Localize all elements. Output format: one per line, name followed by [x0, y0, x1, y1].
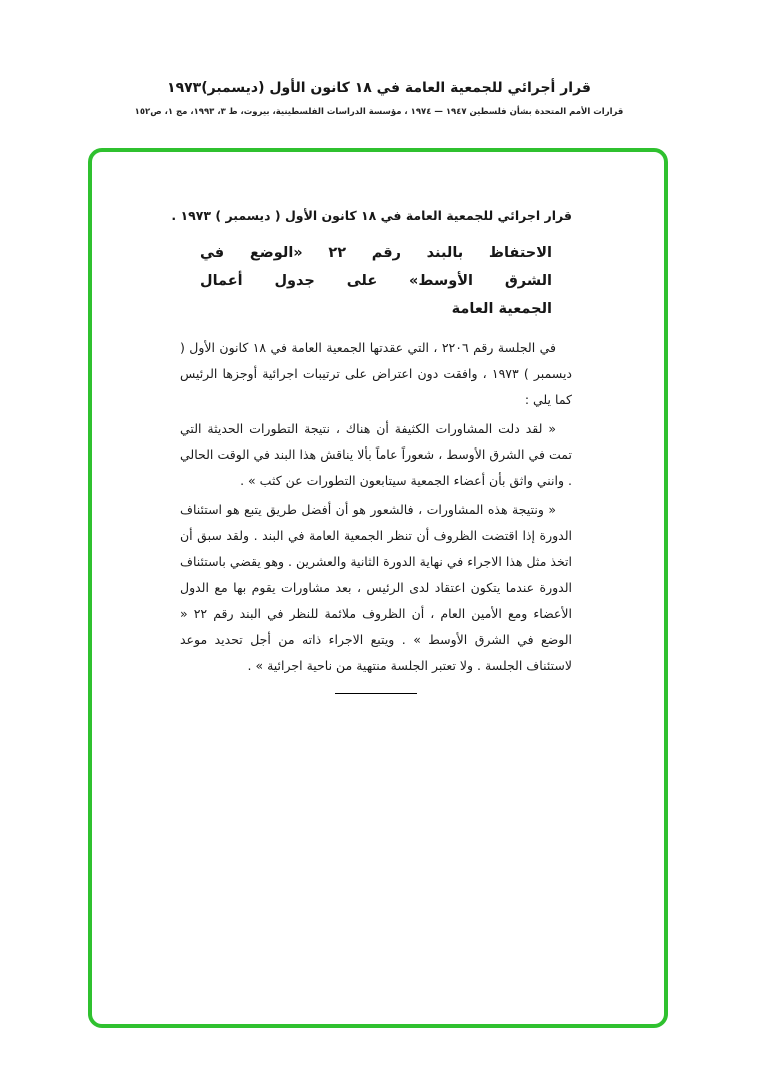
source-citation: قرارات الأمم المتحدة بشأن فلسطين ١٩٤٧ — ١٩٧٤ ، مؤسسة الدراسات الفلسطينية، بيروت، ط ٣، ١٩٩٣، مج ١، ص١٥٢ [134, 107, 624, 117]
document-body [171, 208, 572, 694]
footnote-divider [335, 693, 417, 694]
document-frame [88, 148, 668, 1028]
paragraph-resumption-procedure: « ونتيجة هذه المشاورات ، فالشعور هو أن أفضل طريق يتبع هو استئناف الدورة إذا اقتضت الظروف أن تنظر الجمعية العامة في البند . ولقد سبق أن اتخذ مثل هذا الاجراء في نهاية الدورة الثانية والعشرين . وهو يقضي باستئناف الدورة عندما يتكون اعتقاد لدى الرئيس ، بعد مشاورات يقوم بها مع الدول الأعضاء ومع الأمين العام ، أن الظروف ملائمة للنظر في البند رقم ٢٢ « الوضع في الشرق الأوسط » . ويتبع الاجراء ذاته من أجل تحديد موعد لاستئناف الجلسة . ولا تعتبر الجلسة منتهية من ناحية اجرائية » . [180, 502, 572, 673]
heading-line: الشرق الأوسط» على جدول أعمال [200, 273, 552, 289]
resolution-title: قرار اجرائي للجمعية العامة في ١٨ كانون الأول ( ديسمبر ) ١٩٧٣ . [171, 208, 572, 223]
resolution-heading [200, 239, 552, 323]
heading-line: الجمعية العامة [451, 301, 552, 317]
paragraph-session-intro: في الجلسة رقم ٢٢٠٦ ، التي عقدتها الجمعية العامة في ١٨ كانون الأول ( ديسمبر ) ١٩٧٣ ، وافقت دون اعتراض على ترتيبات اجرائية أوجزها الرئيس كما يلي : [180, 340, 572, 407]
page-title: قرار أجرائي للجمعية العامة في ١٨ كانون الأول (ديسمبر)١٩٧٣ [167, 80, 591, 96]
paragraph-consultations: « لقد دلت المشاورات الكثيفة أن هناك ، نتيجة التطورات الحديثة التي تمت في الشرق الأوسط ، شعوراً عاماً بألا يناقش هذا البند في الوقت الحالي . وانني واثق بأن أعضاء الجمعية سيتابعون التطورات عن كثب » . [180, 421, 572, 488]
heading-line: الاحتفاظ بالبند رقم ٢٢ «الوضع في [200, 245, 552, 261]
